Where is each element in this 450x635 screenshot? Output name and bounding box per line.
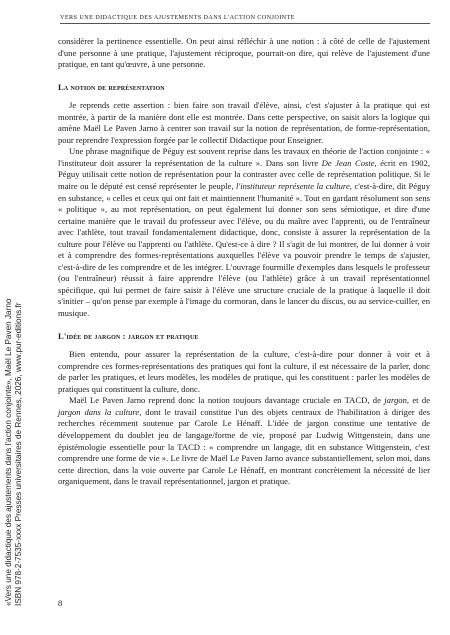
paragraph: Bien entendu, pour assurer la représentation de la culture, c'est-à-dire pour donner à voir et à comprendre ces formes-représentations des pratiques qui font la culture, il est nécessaire de la parler, donc de parler les pratiques, et leurs modèles, les modèles de pratique, qui les constituent : parler les modèles de pratiques qui constituent la culture, donc. (58, 349, 430, 394)
book-title: De Jean Coste (321, 157, 375, 168)
paragraph: Je reprends cette assertion : bien faire son travail d'élève, ainsi, c'est s'ajuster à la pratique qui est montrée, à partir de la manière dont elle est montrée. Dans cette perspective, on saisit alors la logique qui amène Maël Le Paven Jarno à centrer son travail sur la notion de représentation, de forme-représentation, pour reprendre l'expression forgée par le collectif Didactique pour Enseigner. (58, 100, 430, 145)
paragraph (58, 146, 430, 319)
section-heading: La notion de représentation (58, 81, 165, 92)
term: jargon dans la culture (58, 406, 140, 417)
text-run: , dont le travail constitue l'un des objets centraux de l'habilitation à diriger des recherches récemment soutenue par Carole Le Hénaff. L'idée de jargon constitue une tentative de développement du doublet jeu de langage/forme de vie, proposé par Ludwig Wittgenstein, dans une épistémologie essentielle pour la TACD : « comprendre un langage, dit en substance Wittgenstein, c'est comprendre une forme de vie ». Le livre de Maël Le Paven Jarno avance substantiellement, selon moi, dans cette direction, dans la voie ouverte par Carole Le Hénaff, en montrant concrètement la nécessité de lier organiquement, dans le travail représentationnel, jargon et pratique. (58, 406, 430, 487)
side-note-line: «Vers une didactique des ajustements dans l'action conjointe», Maël Le Paven Jarno (4, 298, 13, 606)
page-number: 8 (58, 598, 63, 608)
side-note-text (4, 266, 25, 606)
section-heading: L'idée de jargon : jargon et pratique (58, 330, 199, 341)
paragraph: considérer la pertinence essentielle. On peut ainsi réfléchir à une notion : à côté de celle de l'ajustement d'une personne à une pratique, l'ajustement réciproque, pourrait-on dire, qui relève de l'ajustement d'une pratique, en tant qu'œuvre, à une personne. (58, 36, 430, 70)
term: jargon (384, 395, 407, 406)
text-run: , c'est-à-dire, dit Péguy en substance, « celles et ceux qui ont fait et maintiennent l'humanité ». Tout en gardant résolument son sens « politique », au mot représentation, on peut également lui donner son sens sémiotique, et dire d'une certaine manière que le travail du professeur avec l'élève, ou du maître avec l'apprenti, ou de l'entraîneur avec l'athlète, tout travail fondamentalement didactique, donc, consiste à assurer la représentation de la culture pour l'élève ou l'apprenti ou l'athlète. Qu'est-ce à dire ? Il s'agit de lui montrer, de lui donner à voir et à comprendre des formes-représentations auxquelles l'élève va pouvoir prendre le temps de s'ajuster, c'est-à-dire de les comprendre et de les intégrer. L'ouvrage fourmille d'exemples dans lesquels le professeur (ou l'entraîneur) réussit à faire apprendre l'élève (ou l'athlète) grâce à un travail représentationnel spécifique, qui lui permet de faire saisir à l'élève une structure cruciale de la pratique à laquelle il doit s'initier – qu'on pense par exemple à l'image du cormoran, dans le lancer du discus, ou au service-cuiller, en musique. (58, 181, 430, 319)
main-text (58, 36, 430, 488)
side-copyright-note (4, 266, 50, 606)
text-run: , et de (406, 395, 431, 406)
paragraph (58, 395, 430, 487)
side-note-line: ISBN 978-2-7535-xxxx Presses universitaires de Rennes, 2026, www.pur-editions.fr (14, 302, 24, 606)
running-head: VERS UNE DIDACTIQUE DES AJUSTEMENTS DANS L'ACTION CONJOINTE (60, 14, 430, 24)
text-run: , écrit en 1902, Péguy utilisait cette notion de représentation pour la contraster avec celle de représentation politique. Si le maire ou le député est censé représenter le peuple, (58, 157, 430, 192)
text-run: Une phrase magnifique de Péguy est souvent reprise dans les travaux en théorie de l'action conjointe : « l'instituteur doit assurer la représentation de la culture ». Dans son livre (58, 146, 430, 168)
text-run: Maël Le Paven Jarno reprend donc la notion toujours davantage cruciale en TACD, de (69, 395, 385, 406)
emphasis: l'instituteur représente la culture (236, 181, 350, 192)
